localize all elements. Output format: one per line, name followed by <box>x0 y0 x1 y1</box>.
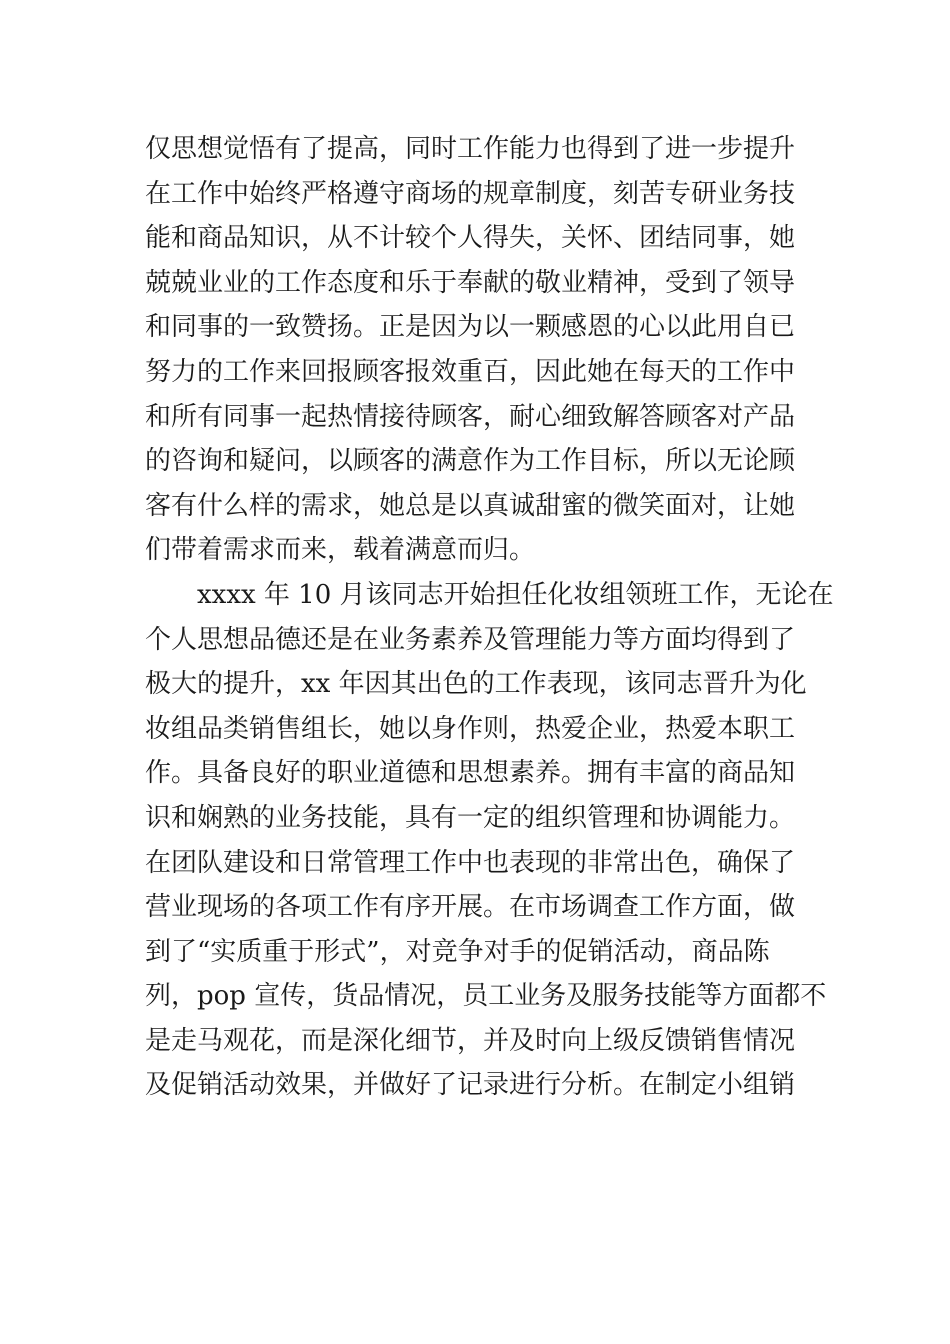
paragraph-1-line: 仅思想觉悟有了提高，同时工作能力也得到了进一步提升 <box>145 134 796 164</box>
paragraph-2-line: 列，pop 宣传，货品情况，员工业务及服务技能等方面都不 <box>145 981 827 1012</box>
paragraph-2-line: 作。具备良好的职业道德和思想素养。拥有丰富的商品知 <box>145 758 796 789</box>
paragraph-2-line: 识和娴熟的业务技能，具有一定的组织管理和协调能力。 <box>145 802 796 833</box>
document-body <box>145 127 834 1108</box>
paragraph-1-line: 的咨询和疑问，以顾客的满意作为工作目标，所以无论顾 <box>145 446 796 477</box>
paragraph-2-line: 营业现场的各项工作有序开展。在市场调查工作方面，做 <box>145 892 796 923</box>
paragraph-2-line: 极大的提升，xx 年因其出色的工作表现，该同志晋升为化 <box>145 669 807 700</box>
paragraph-2-line: 在团队建设和日常管理工作中也表现的非常出色，确保了 <box>145 847 796 878</box>
paragraph-1-line: 和同事的一致赞扬。正是因为以一颗感恩的心以此用自已 <box>145 312 796 343</box>
paragraph-1-line: 兢兢业业的工作态度和乐于奉献的敬业精神，受到了领导 <box>145 267 796 298</box>
paragraph-2-line: 及促销活动效果，并做好了记录进行分析。在制定小组销 <box>145 1070 796 1101</box>
paragraph-1-line: 们带着需求而来，载着满意而归。 <box>145 535 536 566</box>
paragraph-1-line: 和所有同事一起热情接待顾客，耐心细致解答顾客对产品 <box>145 401 796 432</box>
paragraph-2-line: 妆组品类销售组长，她以身作则，热爱企业，热爱本职工 <box>145 713 796 744</box>
paragraph-2-line: 是走马观花，而是深化细节，并及时向上级反馈销售情况 <box>145 1025 796 1056</box>
paragraph-1-line: 客有什么样的需求，她总是以真诚甜蜜的微笑面对，让她 <box>145 490 796 521</box>
paragraph-2-first-line: xxxx 年 10 月该同志开始担任化妆组领班工作，无论在 <box>197 579 834 610</box>
paragraph-2-line: 个人思想品德还是在业务素养及管理能力等方面均得到了 <box>145 624 796 655</box>
paragraph-2-line: 到了“实质重于形式”，对竞争对手的促销活动，商品陈 <box>145 936 770 967</box>
paragraph-1-line: 在工作中始终严格遵守商场的规章制度，刻苦专研业务技 <box>145 178 796 209</box>
paragraph-1-line: 努力的工作来回报顾客报效重百，因此她在每天的工作中 <box>145 356 796 387</box>
paragraph-1-line: 能和商品知识，从不计较个人得失，关怀、团结同事，她 <box>145 223 796 254</box>
